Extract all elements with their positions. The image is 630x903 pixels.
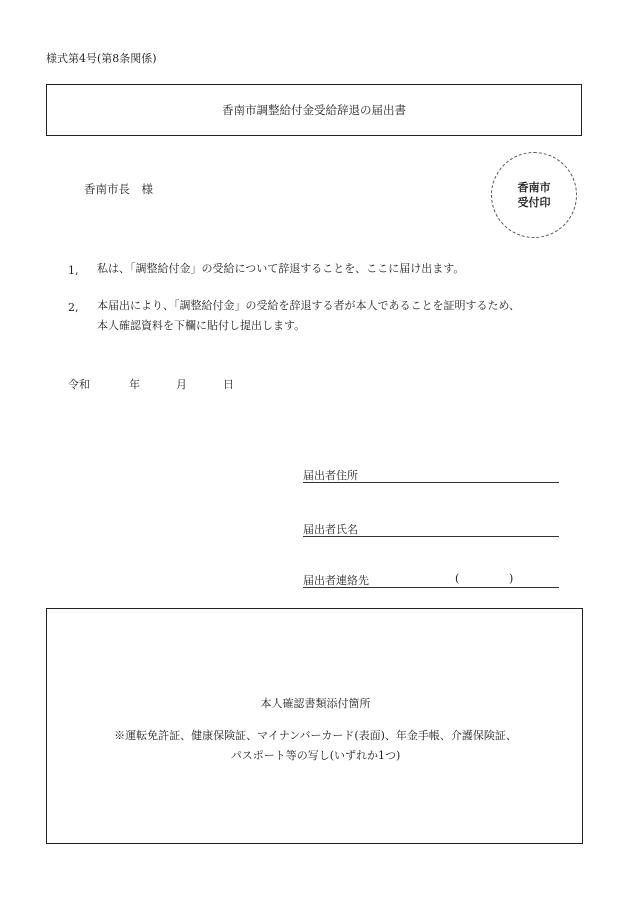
attachment-note-line-1: ※運転免許証、健康保険証、マイナンバーカード(表面)、年金手帳、介護保険証、 <box>114 729 517 742</box>
applicant-name-field[interactable] <box>303 521 559 537</box>
item-1-text: 私は、「調整給付金」の受給について辞退することを、ここに届け出ます。 <box>97 262 465 275</box>
title-box <box>46 84 582 136</box>
date-month-label: 月 <box>176 378 187 391</box>
item-2-number: 2, <box>68 301 79 314</box>
date-day-label: 日 <box>223 378 234 391</box>
applicant-contact-field[interactable] <box>303 572 559 588</box>
item-1-number: 1, <box>68 264 79 277</box>
applicant-address-label: 届出者住所 <box>303 469 358 482</box>
item-2-text-line-1: 本届出により、「調整給付金」の受給を辞退する者が本人であることを証明するため、 <box>97 299 521 312</box>
reception-stamp-circle <box>491 152 577 238</box>
applicant-address-field[interactable] <box>303 467 559 483</box>
stamp-line-2: 受付印 <box>517 196 551 209</box>
item-2-text-line-2: 本人確認資料を下欄に貼付し提出します。 <box>97 319 306 332</box>
contact-close-paren: ) <box>509 572 514 585</box>
id-document-attachment-area[interactable] <box>46 608 583 844</box>
attachment-note-line-2: パスポート等の写し(いずれか1つ) <box>230 749 401 762</box>
applicant-name-label: 届出者氏名 <box>303 523 358 536</box>
page-title: 香南市調整給付金受給辞退の届出書 <box>222 103 406 117</box>
stamp-line-1: 香南市 <box>517 181 551 194</box>
date-year-label: 年 <box>129 378 140 391</box>
attachment-title: 本人確認書類添付箇所 <box>260 697 371 710</box>
form-number: 様式第4号(第8条関係) <box>46 52 157 65</box>
addressee: 香南市長 様 <box>84 182 153 196</box>
contact-open-paren: ( <box>455 572 460 585</box>
attachment-note <box>47 726 584 766</box>
date-era: 令和 <box>68 378 90 391</box>
applicant-contact-label: 届出者連絡先 <box>303 574 369 587</box>
